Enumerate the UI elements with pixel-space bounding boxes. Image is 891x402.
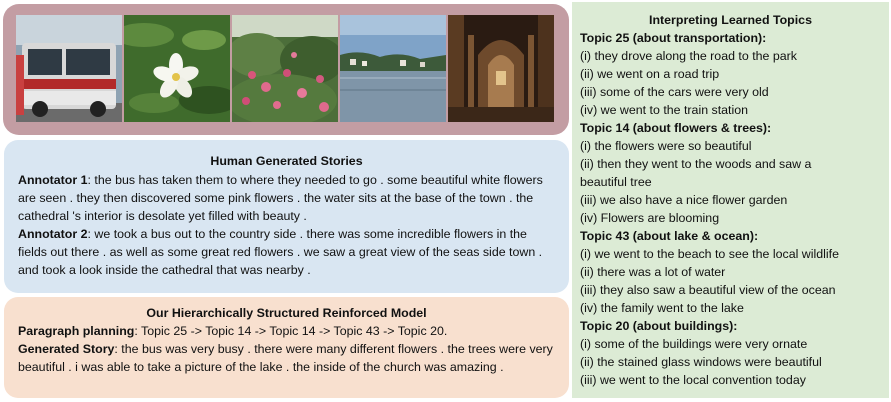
annotator-1-label: Annotator 1 [18,173,88,187]
topic-heading: Topic 20 (about buildings): [580,319,738,333]
paragraph-planning [18,322,555,340]
bus-photo-icon [16,15,122,122]
topic-group [580,317,881,389]
generated-story-label: Generated Story [18,342,115,356]
topics-panel [572,2,889,398]
annotator-2-story [18,225,555,279]
generated-story [18,340,555,376]
topic-group [580,227,881,317]
planning-text: : Topic 25 -> Topic 14 -> Topic 14 -> Topic 43 -> Topic 20. [134,324,448,338]
topic-heading: Topic 43 (about lake & ocean): [580,229,759,243]
annotator-1-text: : the bus has taken them to where they needed to go . some beautiful white flowers are seen . they then discovered some pink flowers . the water sits at the base of the town . the cathedral 's interior is desolate yet filled with beauty . [18,173,543,223]
topic-line: (ii) then they went to the woods and saw a beautiful tree [580,157,812,189]
human-stories-panel [4,140,569,293]
topic-line: (ii) there was a lot of water [580,265,726,279]
white-flower-photo-icon [124,15,230,122]
topic-line: (iv) the family went to the lake [580,301,744,315]
topic-line: (iii) some of the cars were very old [580,85,769,99]
topic-heading: Topic 14 (about flowers & trees): [580,121,772,135]
model-title: Our Hierarchically Structured Reinforced Model [146,306,427,320]
lake-town-photo-icon [340,15,446,122]
topic-group [580,29,881,119]
topic-line: (ii) the stained glass windows were beautiful [580,355,822,369]
photo-strip [3,4,569,135]
annotator-2-text: : we took a bus out to the country side . there was some incredible flowers in the fields out there . as well as some great red flowers . we saw a great view of the seas side town . and took a look inside the cathedral that was nearby . [18,227,543,277]
annotator-2-label: Annotator 2 [18,227,88,241]
topic-line: (ii) we went on a road trip [580,67,720,81]
topic-line: (i) some of the buildings were very ornate [580,337,808,351]
cathedral-interior-photo-icon [448,15,554,122]
annotator-1-story [18,171,555,225]
topic-line: (iii) we went to the local convention today [580,373,806,387]
topic-line: (i) we went to the beach to see the local wildlife [580,247,839,261]
topic-line: (iv) we went to the train station [580,103,749,117]
planning-label: Paragraph planning [18,324,135,338]
topics-title: Interpreting Learned Topics [649,13,812,27]
pink-flowers-photo-icon [232,15,338,122]
topic-line: (iii) they also saw a beautiful view of the ocean [580,283,836,297]
topic-group [580,119,881,227]
topic-line: (iv) Flowers are blooming [580,211,720,225]
topic-line: (i) the flowers were so beautiful [580,139,752,153]
topic-heading: Topic 25 (about transportation): [580,31,767,45]
topic-line: (i) they drove along the road to the park [580,49,797,63]
model-panel [4,297,569,398]
generated-story-text: : the bus was very busy . there were many different flowers . the trees were very beautiful . i was able to take a picture of the lake . the inside of the church was amazing . [18,342,553,374]
human-stories-title: Human Generated Stories [210,154,363,168]
topic-line: (iii) we also have a nice flower garden [580,193,788,207]
